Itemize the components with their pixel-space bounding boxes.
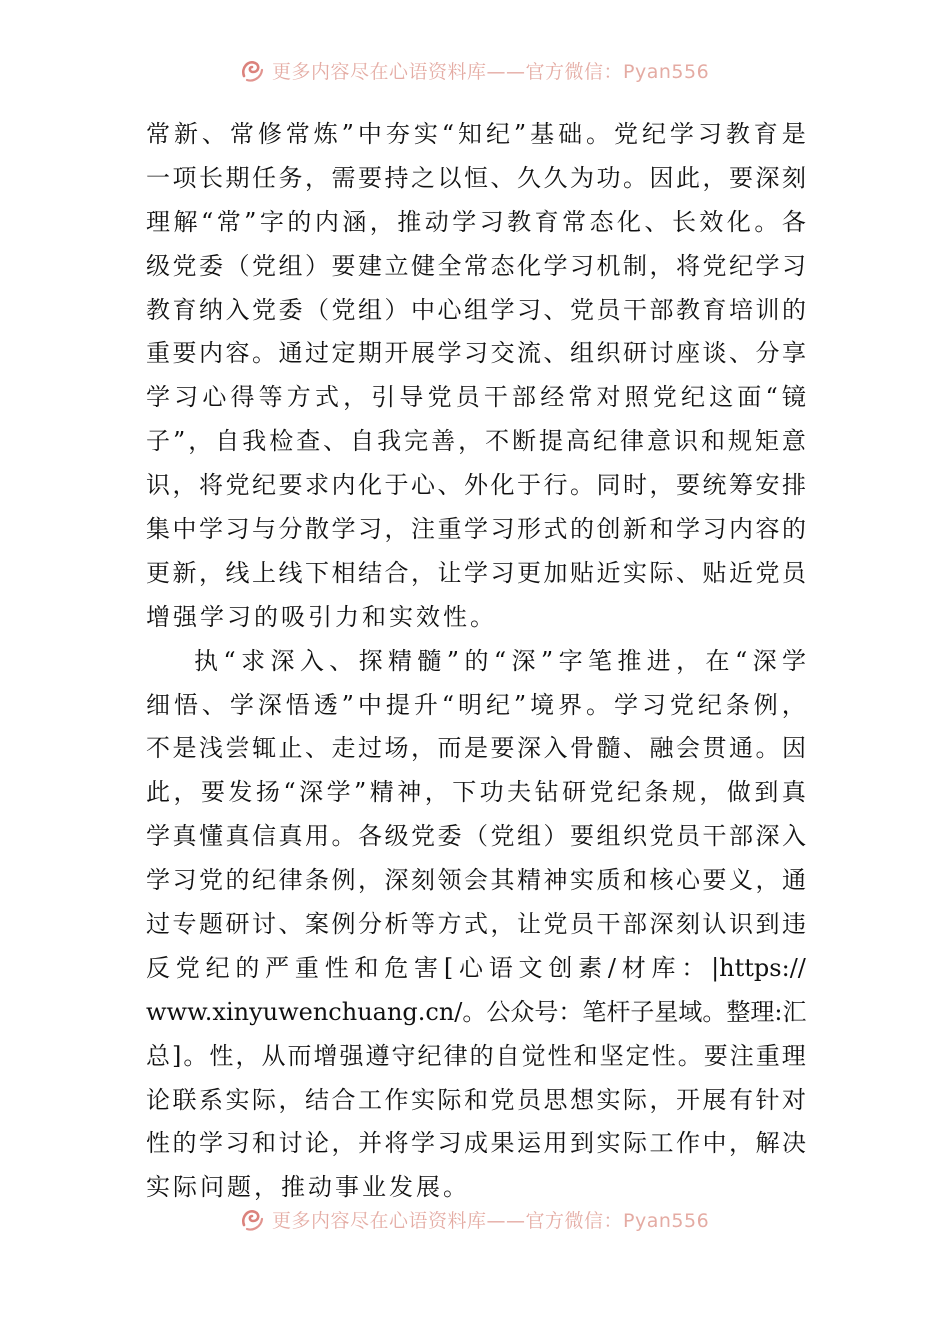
text-line: 一 项 长 期 任 务 ， 需 要 持 之 以 恒 、 久 久 为 功 。 因 此 ， 要 深 刻 (146, 163, 806, 192)
text-line: 常 新 、 常 修 常 炼 ” 中 夯 实 “ 知 纪 ” 基 础 。 党 纪 学 习 教 育 是 (146, 120, 806, 148)
swirl-logo-icon (238, 1205, 266, 1233)
text-line: 识 ， 将 党 纪 要 求 内 化 于 心 、 外 化 于 行 。 同 时 ， 要 统 筹 安 排 (146, 471, 806, 500)
paragraph (146, 640, 806, 1211)
header-watermark (238, 53, 738, 87)
text-line: 学 习 心 得 等 方 式 ， 引 导 党 员 干 部 经 常 对 照 党 纪 这 面 “ 镜 (146, 383, 806, 412)
text-line: 更 新 ， 线 上 线 下 相 结 合 ， 让 学 习 更 加 贴 近 实 际 、 贴 近 党 员 (146, 558, 806, 587)
text-line: 级 党 委 （ 党 组 ） 要 建 立 健 全 常 态 化 学 习 机 制 ， 将 党 纪 学 习 (146, 251, 806, 280)
text-line: 此 ， 要 发 扬 “ 深 学 ” 精 神 ， 下 功 夫 钻 研 党 纪 条 规 ， 做 到 真 (146, 778, 806, 807)
text-line: 理 解 “ 常 ” 字 的 内 涵 ， 推 动 学 习 教 育 常 态 化 、 长 效 化 。 各 (146, 207, 806, 236)
text-line: 实际问题，推动事业发展。 (146, 1173, 470, 1202)
watermark-text: 更多内容尽在心语资料库——官方微信：Pyan556 (272, 1209, 710, 1232)
text-line: 学 真 懂 真 信 真 用 。 各 级 党 委 （ 党 组 ） 要 组 织 党 员 干 部 深 入 (146, 822, 806, 851)
text-line: 反 党 纪 的 严 重 性 和 危 害 [ 心 语 文 创 素 / 材 库 ： |https:// (146, 953, 806, 982)
text-line: 总 ] 。 性 ， 从 而 增 强 遵 守 纪 律 的 自 觉 性 和 坚 定 性 。 要 注 重 理 (146, 1041, 806, 1070)
text-line: 过 专 题 研 讨 、 案 例 分 析 等 方 式 ， 让 党 员 干 部 深 刻 认 识 到 违 (146, 910, 806, 939)
watermark-text: 更多内容尽在心语资料库——官方微信：Pyan556 (272, 60, 710, 83)
text-line: 性 的 学 习 和 讨 论 ， 并 将 学 习 成 果 运 用 到 实 际 工 作 中 ， 解 决 (146, 1129, 806, 1158)
document-body (146, 113, 806, 1210)
text-line: 执 “ 求 深 入 、 探 精 髓 ” 的 “ 深 ” 字 笔 推 进 ， 在 “ 深 学 (194, 646, 806, 675)
text-line: 细 悟 、 学 深 悟 透 ” 中 提 升 “ 明 纪 ” 境 界 。 学 习 党 纪 条 例 ， (146, 690, 806, 719)
swirl-logo-icon (238, 56, 266, 84)
text-line: 集 中 学 习 与 分 散 学 习 ， 注 重 学 习 形 式 的 创 新 和 学 习 内 容 的 (146, 515, 806, 544)
text-line: 学 习 党 的 纪 律 条 例 ， 深 刻 领 会 其 精 神 实 质 和 核 心 要 义 ， 通 (146, 866, 806, 895)
text-line: 增强学习的吸引力和实效性。 (146, 602, 497, 631)
text-line: 教 育 纳 入 党 委 （ 党 组 ） 中 心 组 学 习 、 党 员 干 部 教 育 培 训 的 (146, 295, 806, 324)
text-line: 子 ” ， 自 我 检 查 、 自 我 完 善 ， 不 断 提 高 纪 律 意 识 和 规 矩 意 (146, 427, 806, 456)
footer-watermark (238, 1202, 738, 1236)
text-line: 不 是 浅 尝 辄 止 、 走 过 场 ， 而 是 要 深 入 骨 髓 、 融 会 贯 通 。 因 (146, 734, 806, 763)
text-line: 重 要 内 容 。 通 过 定 期 开 展 学 习 交 流 、 组 织 研 讨 座 谈 、 分 享 (146, 339, 806, 368)
text-line: 论 联 系 实 际 ， 结 合 工 作 实 际 和 党 员 思 想 实 际 ， 开 展 有 针 对 (146, 1085, 806, 1114)
paragraph (146, 113, 806, 640)
text-line: www.xinyuwenchuang.cn/ 。 公 众 号 ： 笔 杆 子 星 域 。 整 理 : 汇 (146, 997, 806, 1026)
